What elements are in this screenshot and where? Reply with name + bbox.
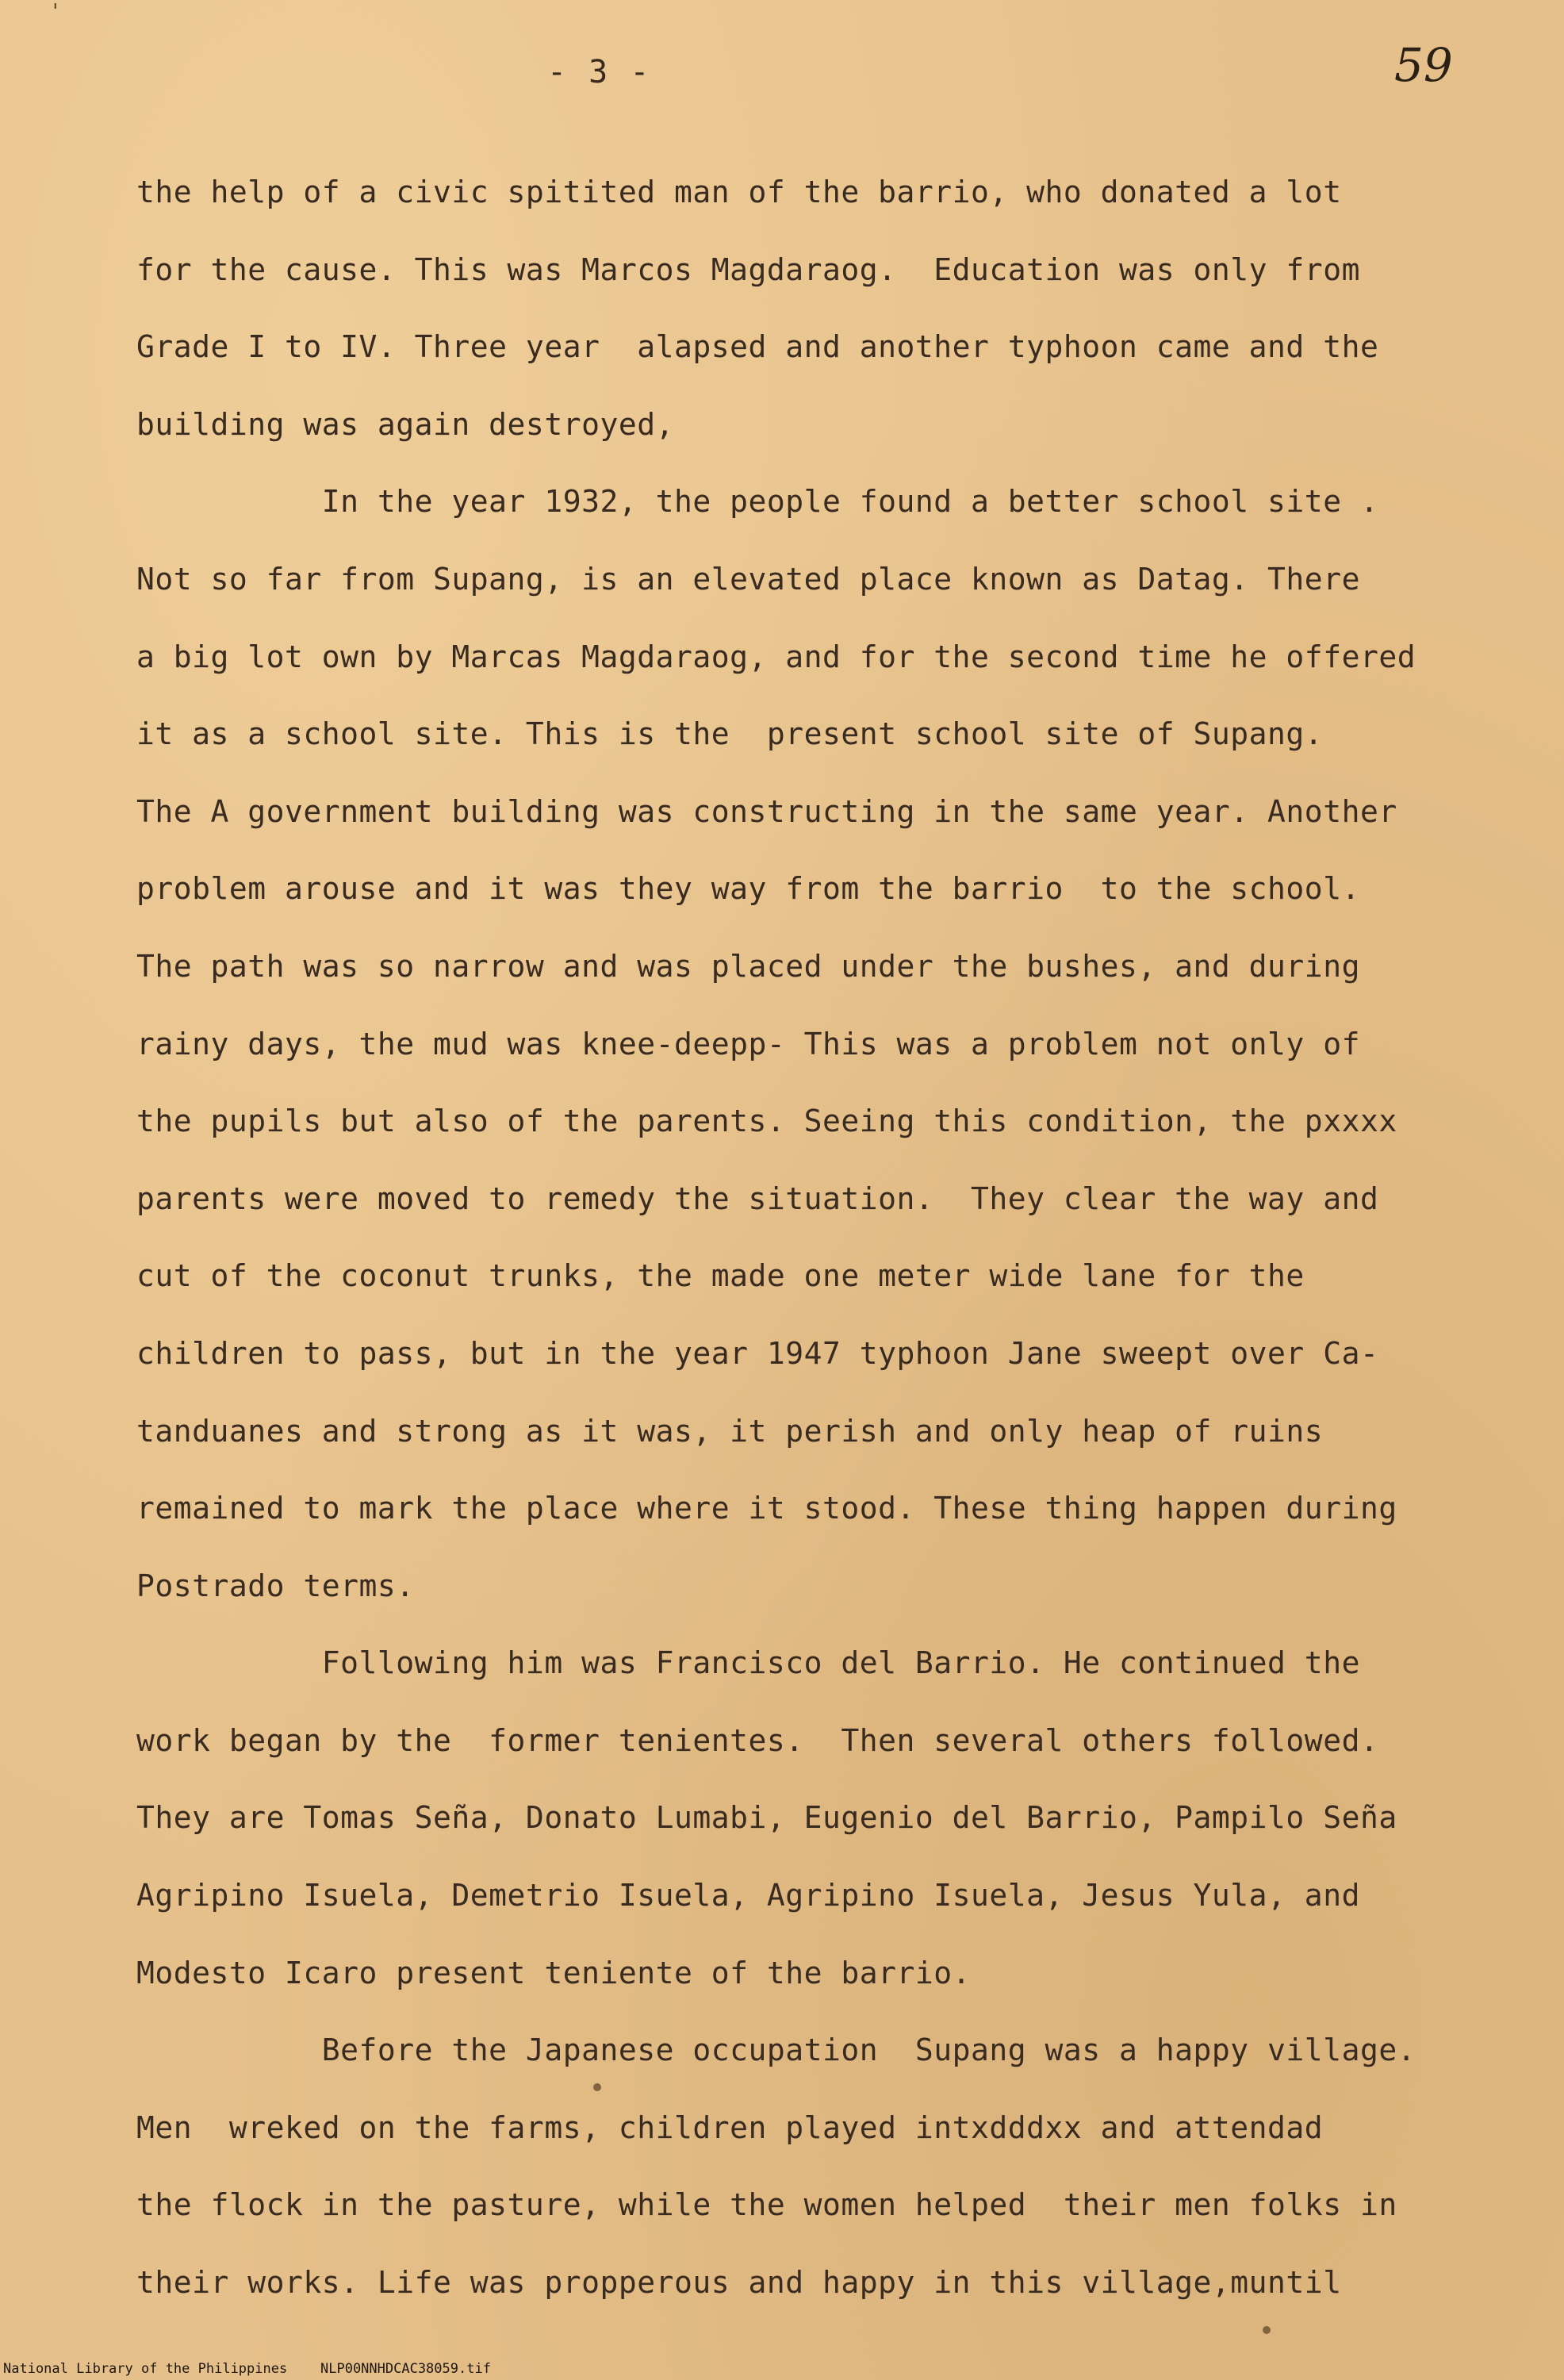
text-line: a big lot own by Marcas Magdaraog, and for the second time he offered	[136, 639, 1416, 674]
text-line: Men wreked on the farms, children played intxdddxx and attendad	[136, 2109, 1324, 2145]
text-line: problem arouse and it was they way from the barrio to the school.	[136, 871, 1360, 907]
text-line: Not so far from Supang, is an elevated place known as Datag. There	[136, 561, 1360, 597]
text-line: work began by the former tenientes. Then several others followed.	[136, 1722, 1379, 1758]
text-line: the pupils but also of the parents. Seeing this condition, the pxxxx	[136, 1104, 1397, 1139]
text-line: it as a school site. This is the present school site of Supang.	[136, 716, 1324, 752]
text-line: the help of a civic spitited man of the barrio, who donated a lot	[136, 175, 1342, 209]
text-line: Postrado terms.	[136, 1568, 415, 1603]
text-line: tanduanes and strong as it was, it perish and only heap of ruins	[136, 1413, 1324, 1449]
text-line: In the year 1932, the people found a better school site .	[136, 484, 1379, 520]
text-line: Following him was Francisco del Barrio. He continued the	[136, 1645, 1360, 1681]
ink-blot	[1263, 2326, 1271, 2334]
text-line: parents were moved to remedy the situation. They clear the way and	[136, 1180, 1379, 1216]
text-line: the flock in the pasture, while the women helped their men folks in	[136, 2187, 1397, 2223]
text-line: cut of the coconut trunks, the made one meter wide lane for the	[136, 1258, 1305, 1294]
text-line: for the cause. This was Marcos Magdaraog. Education was only from	[136, 251, 1360, 287]
scan-footer	[0, 2359, 1564, 2380]
text-line: building was again destroyed,	[136, 406, 674, 442]
ink-blot	[593, 2083, 601, 2091]
text-line: rainy days, the mud was knee-deepp- This was a problem not only of	[136, 1026, 1360, 1061]
text-line: The path was so narrow and was placed under the bushes, and during	[136, 948, 1360, 984]
typewritten-body	[136, 168, 1485, 2336]
text-line: They are Tomas Seña, Donato Lumabi, Eugenio del Barrio, Pampilo Seña	[136, 1800, 1397, 1836]
page-number: - 3 -	[547, 54, 651, 90]
text-line: Modesto Icaro present teniente of the barrio.	[136, 1955, 972, 1990]
text-line: The A government building was constructing in the same year. Another	[136, 793, 1397, 829]
text-line: Agripino Isuela, Demetrio Isuela, Agripino Isuela, Jesus Yula, and	[136, 1878, 1360, 1914]
folio-number: 59	[1394, 38, 1453, 92]
text-line: Before the Japanese occupation Supang was a happy village.	[136, 2033, 1416, 2068]
text-line: remained to mark the place where it stood. These thing happen during	[136, 1491, 1397, 1526]
text-line: Grade I to IV. Three year alapsed and another typhoon came and the	[136, 329, 1379, 365]
footer-filename: NLP00NNHDCAC38059.tif	[320, 2361, 491, 2377]
text-line: their works. Life was propperous and happy in this village,muntil	[136, 2265, 1342, 2301]
text-line: children to pass, but in the year 1947 typhoon Jane sweept over Ca-	[136, 1335, 1379, 1371]
corner-mark: '	[49, 0, 62, 24]
footer-library: National Library of the Philippines	[3, 2361, 288, 2377]
